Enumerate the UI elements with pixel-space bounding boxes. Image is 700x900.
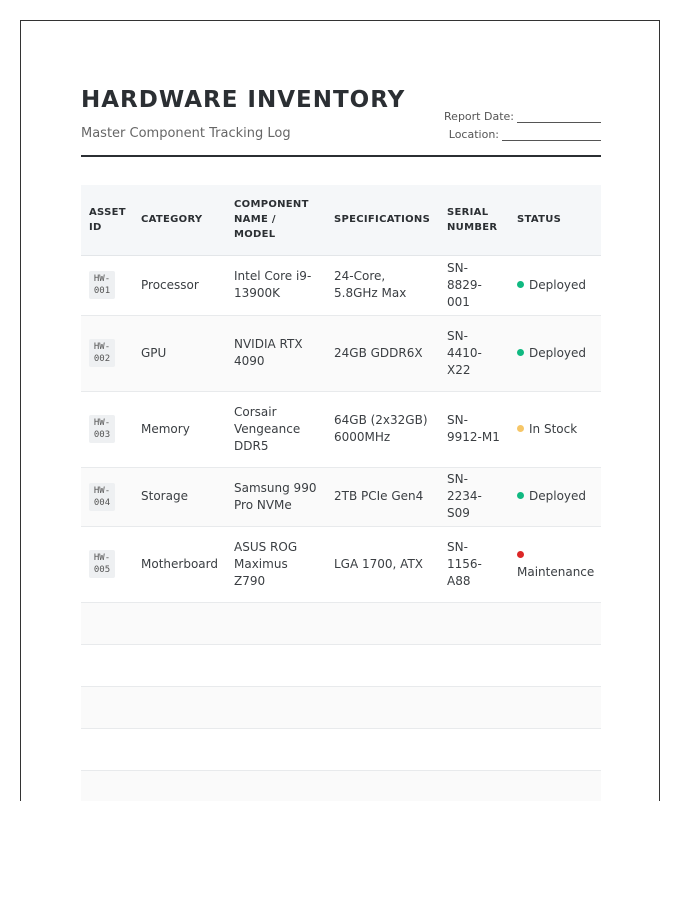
header-component: COMPONENT NAME / MODEL: [226, 185, 326, 255]
status-dot-icon: [517, 281, 524, 288]
status-dot-icon: [517, 425, 524, 432]
cell-component: Samsung 990 Pro NVMe: [226, 467, 326, 526]
table-row: [81, 526, 601, 602]
report-date-blank: [517, 111, 601, 123]
status-label: In Stock: [529, 421, 578, 436]
cell-category: Motherboard: [133, 526, 226, 602]
table-row: [81, 391, 601, 467]
status-dot-icon: [517, 492, 524, 499]
cell-category: Storage: [133, 467, 226, 526]
location-label: Location:: [448, 128, 499, 141]
cell-category: Memory: [133, 391, 226, 467]
header-category: CATEGORY: [133, 185, 226, 255]
cell-specifications: 64GB (2x32GB) 6000MHz: [326, 391, 439, 467]
cell-serial: SN-8829-001: [439, 255, 509, 315]
cell-component: Corsair Vengeance DDR5: [226, 391, 326, 467]
cell-specifications: 24-Core, 5.8GHz Max: [326, 255, 439, 315]
cell-status: [509, 391, 601, 467]
cell-asset-id: [81, 526, 133, 602]
cell-asset-id: [81, 255, 133, 315]
header-serial: SERIAL NUMBER: [439, 185, 509, 255]
cell-asset-id: [81, 315, 133, 391]
table-row: [81, 255, 601, 315]
cell-asset-id: [81, 467, 133, 526]
asset-id-badge: HW-001: [89, 271, 115, 299]
empty-row: [81, 770, 601, 801]
table-row: [81, 315, 601, 391]
document-header: [81, 87, 601, 157]
header-status: STATUS: [509, 185, 601, 255]
empty-cell: [81, 686, 601, 728]
location-blank: [502, 129, 601, 141]
cell-status: [509, 467, 601, 526]
cell-specifications: LGA 1700, ATX: [326, 526, 439, 602]
empty-row: [81, 644, 601, 686]
table-header-row: [81, 185, 601, 255]
cell-serial: SN-9912-M1: [439, 391, 509, 467]
status-dot-icon: [517, 349, 524, 356]
cell-serial: SN-1156-A88: [439, 526, 509, 602]
empty-cell: [81, 728, 601, 770]
cell-specifications: 24GB GDDR6X: [326, 315, 439, 391]
asset-id-badge: HW-005: [89, 550, 115, 578]
inventory-table: [81, 185, 601, 801]
cell-serial: SN-4410-X22: [439, 315, 509, 391]
cell-component: NVIDIA RTX 4090: [226, 315, 326, 391]
cell-status: [509, 526, 601, 602]
empty-row: [81, 602, 601, 644]
cell-serial: SN-2234-S09: [439, 467, 509, 526]
cell-specifications: 2TB PCIe Gen4: [326, 467, 439, 526]
empty-cell: [81, 602, 601, 644]
empty-row: [81, 686, 601, 728]
document-title: HARDWARE INVENTORY: [81, 87, 406, 113]
report-date-field: [444, 110, 601, 123]
empty-cell: [81, 770, 601, 801]
location-field: [449, 128, 601, 141]
cell-component: Intel Core i9-13900K: [226, 255, 326, 315]
header-asset-id: ASSET ID: [81, 185, 133, 255]
inventory-sheet: [20, 20, 660, 801]
status-label: Deployed: [529, 489, 587, 503]
empty-cell: [81, 644, 601, 686]
report-date-label: Report Date:: [444, 110, 514, 123]
status-label: Deployed: [529, 277, 587, 292]
document-subtitle: Master Component Tracking Log: [81, 126, 291, 141]
table-row: [81, 467, 601, 526]
asset-id-badge: HW-004: [89, 483, 115, 511]
status-label: Deployed: [529, 345, 587, 360]
cell-status: [509, 315, 601, 391]
cell-category: Processor: [133, 255, 226, 315]
cell-category: GPU: [133, 315, 226, 391]
cell-status: [509, 255, 601, 315]
cell-asset-id: [81, 391, 133, 467]
cell-component: ASUS ROG Maximus Z790: [226, 526, 326, 602]
asset-id-badge: HW-002: [89, 339, 115, 367]
status-label: Maintenance: [517, 565, 595, 579]
empty-row: [81, 728, 601, 770]
asset-id-badge: HW-003: [89, 415, 115, 443]
header-specifications: SPECIFICATIONS: [326, 185, 439, 255]
status-dot-icon: [517, 551, 524, 558]
